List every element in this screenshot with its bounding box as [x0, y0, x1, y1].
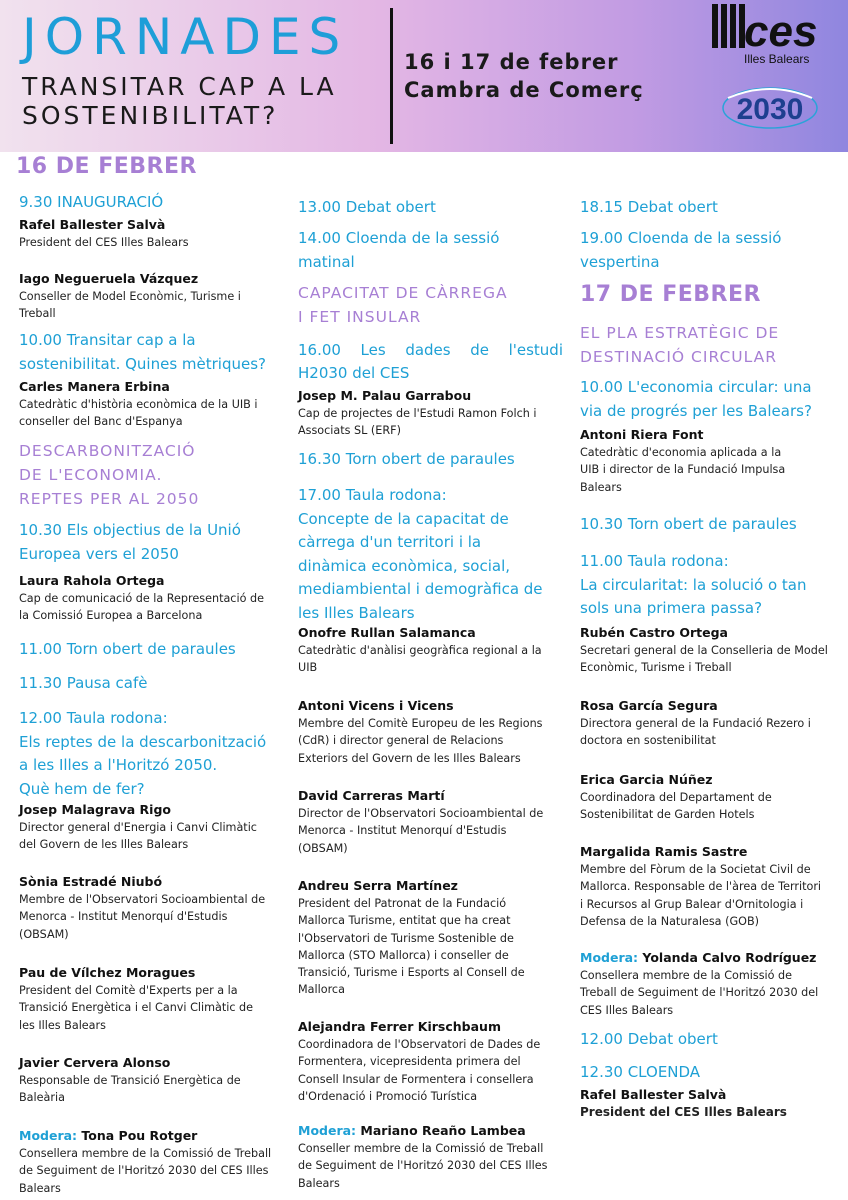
moderator-label: Modera: — [19, 1128, 78, 1143]
role-line: les Illes Balears — [19, 1018, 106, 1032]
logo-subtext: Illes Balears — [744, 52, 810, 66]
day-heading: 16 DE FEBRER — [16, 154, 197, 179]
speaker-role — [298, 642, 563, 677]
role-line: Balears — [298, 1176, 340, 1190]
subtitle-line: SOSTENIBILITAT? — [22, 101, 279, 130]
speaker — [580, 624, 840, 677]
speaker-name: Sònia Estradé Niubó — [19, 874, 163, 889]
moderator — [298, 1122, 563, 1192]
role-line: Consell Insular de Formentera i consellera — [298, 1072, 534, 1086]
moderator — [19, 1127, 285, 1197]
role-line: del Govern de les Illes Balears — [19, 838, 189, 852]
role-line: Cap de comunicació de la Representació de — [19, 592, 264, 605]
agenda-line: sols una primera passa? — [580, 599, 763, 617]
speaker-name: Carles Manera Erbina — [19, 379, 170, 394]
role-line: Conseller membre de la Comissió de Treball — [298, 1142, 544, 1155]
role-line: President del Patronat de la Fundació — [298, 897, 507, 910]
agenda-line: via de progrés per les Balears? — [580, 401, 812, 420]
moderator-role — [580, 967, 840, 1019]
speaker-name: Erica Garcia Núñez — [580, 772, 713, 787]
horitzo-2030-logo-icon — [720, 84, 820, 132]
role-line: de Seguiment de l'Horitzó 2030 del CES Illes — [298, 1159, 548, 1173]
role-line: Catedràtic d'història econòmica de la UIB i — [19, 398, 258, 411]
event-dates — [404, 48, 644, 104]
role-line: Transició, Turisme i Esports al Consell de — [298, 966, 525, 980]
speaker-role — [580, 642, 840, 677]
agenda-item — [298, 227, 563, 274]
speaker-name: Pau de Vílchez Moragues — [19, 965, 196, 980]
role-line: Secretari general de la Conselleria de Model — [580, 644, 828, 657]
speaker — [19, 1054, 285, 1107]
speaker — [19, 801, 285, 854]
role-line: Catedràtic d'anàlisi geogràfica regional a la — [298, 644, 542, 657]
dates-line: 16 i 17 de febrer — [404, 50, 619, 74]
speaker-role — [19, 982, 285, 1034]
subtitle-line: TRANSITAR CAP A LA — [22, 72, 337, 101]
role-line: Membre de l'Observatori Socioambiental de — [19, 893, 266, 906]
speaker-name: Antoni Riera Font — [580, 427, 704, 442]
role-line: Associats SL (ERF) — [298, 424, 401, 438]
agenda-item — [580, 376, 840, 423]
role-line: Formentera, vicepresidenta primera del — [298, 1055, 521, 1069]
role-line: l'Observatori de Turisme Sostenible de — [298, 931, 514, 945]
speaker-name: Iago Negueruela Vázquez — [19, 271, 199, 286]
section-line: I FET INSULAR — [298, 308, 422, 326]
role-line: (CdR) i director general de Relacions — [298, 734, 504, 748]
agenda-line: 12.00 Taula rodona: — [19, 709, 168, 727]
event-title: JORNADES — [22, 8, 349, 66]
role-line: Catedràtic d'economia aplicada a la — [580, 446, 782, 459]
role-line: Transició Energètica i el Canvi Climàtic de — [19, 1001, 254, 1015]
speaker — [19, 216, 285, 251]
moderator-line — [298, 1122, 563, 1140]
agenda-line: Concepte de la capacitat de — [298, 509, 509, 528]
speaker-role — [19, 891, 285, 943]
speaker-role — [298, 805, 563, 857]
speaker-role — [580, 789, 840, 824]
agenda-time: 18.15 Debat obert — [580, 198, 718, 216]
role-line: Menorca - Institut Menorquí d'Estudis — [298, 824, 507, 838]
role-line: Mallorca — [298, 983, 345, 997]
speaker-name: Javier Cervera Alonso — [19, 1055, 171, 1070]
day-heading: 17 DE FEBRER — [580, 282, 761, 307]
agenda-item — [19, 329, 285, 376]
ces-illes-balears-logo-icon — [710, 2, 830, 68]
speaker — [298, 697, 563, 767]
logo-year-text: 2030 — [736, 93, 804, 126]
role-line: i Recursos al Grup Balear d'Ornitologia i — [580, 897, 804, 911]
agenda-time: 9.30 INAUGURACIÓ — [19, 193, 164, 211]
role-line: Responsable de Transició Energètica de — [19, 1074, 241, 1087]
venue-line: Cambra de Comerç — [404, 78, 644, 102]
role-line: Treball — [19, 307, 56, 321]
section-line: CAPACITAT DE CÀRREGA — [298, 284, 508, 302]
speaker-role — [19, 819, 285, 854]
role-line: Director general d'Energia i Canvi Climàtic — [19, 821, 257, 834]
role-line: Sostenibilitat de Garden Hotels — [580, 808, 755, 822]
agenda-line: a les Illes a l'Horitzó 2050. — [19, 756, 218, 774]
role-line: Directora general de la Fundació Rezero i — [580, 717, 811, 730]
speaker — [580, 1086, 840, 1121]
agenda-line: La circularitat: la solució o tan — [580, 575, 807, 594]
agenda-item — [298, 339, 563, 363]
speaker-name: Rafel Ballester Salvà — [580, 1087, 727, 1102]
speaker — [19, 270, 285, 323]
role-line: Treball de Seguiment de l'Horitzó 2030 del — [580, 986, 819, 1000]
moderator-line — [19, 1127, 285, 1145]
role-line: Conseller de Model Econòmic, Turisme i — [19, 290, 241, 303]
speaker — [580, 426, 840, 496]
role-line: Membre del Comitè Europeu de les Regions — [298, 717, 543, 730]
speaker-name: Rafel Ballester Salvà — [19, 217, 166, 232]
speaker-role — [580, 861, 840, 930]
role-line: Econòmic, Turisme i Treball — [580, 661, 732, 675]
agenda-line: 11.00 Taula rodona: — [580, 552, 729, 570]
moderator-name: Mariano Reaño Lambea — [360, 1123, 526, 1138]
speaker-name: Antoni Vicens i Vicens — [298, 698, 454, 713]
section-line: DESTINACIÓ CIRCULAR — [580, 348, 777, 366]
speaker-name: Josep Malagrava Rigo — [19, 802, 171, 817]
role-line: Mallorca Turisme, entitat que ha creat — [298, 914, 511, 928]
speaker-name: Josep M. Palau Garrabou — [298, 388, 472, 403]
role-line: CES Illes Balears — [580, 1003, 674, 1017]
speaker — [298, 877, 563, 999]
moderator-name: Yolanda Calvo Rodríguez — [642, 950, 817, 965]
speaker — [298, 624, 563, 677]
section-heading — [298, 281, 563, 329]
agenda-line: Els reptes de la descarbonització — [19, 732, 267, 751]
speaker-role — [298, 895, 563, 999]
speaker-role — [19, 590, 285, 625]
role-line: Exteriors del Govern de les Illes Balears — [298, 751, 521, 765]
speaker-name: David Carreras Martí — [298, 788, 445, 803]
speaker-role — [298, 715, 563, 767]
agenda-line: matinal — [298, 252, 355, 271]
speaker — [298, 787, 563, 857]
speaker-name: Rubén Castro Ortega — [580, 625, 728, 640]
agenda-item — [19, 707, 285, 801]
speaker-role — [19, 396, 285, 431]
section-line: DESCARBONITZACIÓ — [19, 442, 196, 460]
agenda-time: 11.00 Torn obert de paraules — [19, 640, 236, 658]
agenda-item — [580, 550, 840, 621]
role-line: Balears — [580, 480, 622, 494]
speaker-role — [19, 288, 285, 323]
speaker-name: Andreu Serra Martínez — [298, 878, 458, 893]
role-line: President del Comitè d'Experts per a la — [19, 984, 238, 997]
role-line: Consellera membre de la Comissió de Treball — [19, 1147, 272, 1160]
role-line: (OBSAM) — [19, 927, 69, 941]
agenda-line: les Illes Balears — [298, 603, 415, 622]
role-line: Balears — [19, 1181, 61, 1195]
role-line: UIB i director de la Fundació Impulsa — [580, 463, 786, 477]
role-line: conseller del Banc d'Espanya — [19, 415, 183, 429]
role-line: de Seguiment de l'Horitzó 2030 del CES Illes — [19, 1164, 269, 1178]
agenda-line: càrrega d'un territori i la — [298, 533, 482, 551]
agenda-line: 14.00 Cloenda de la sessió — [298, 229, 500, 247]
section-heading — [580, 321, 840, 369]
speaker-role: President del CES Illes Balears — [19, 236, 189, 249]
role-line: (OBSAM) — [298, 841, 348, 855]
header-divider — [390, 8, 393, 144]
speaker — [580, 697, 840, 750]
agenda-line: 17.00 Taula rodona: — [298, 486, 447, 504]
agenda-line: 10.30 Els objectius de la Unió — [19, 521, 241, 539]
role-line: Coordinadora del Departament de — [580, 791, 772, 804]
section-line: REPTES PER AL 2050 — [19, 490, 200, 508]
agenda-time: 16.30 Torn obert de paraules — [298, 450, 515, 468]
role-line — [19, 288, 285, 305]
speaker-role: President del CES Illes Balears — [580, 1105, 787, 1119]
role-line: la Comissió Europea a Barcelona — [19, 609, 203, 623]
speaker — [298, 387, 563, 440]
role-line: Mallorca. Responsable de l'àrea de Territori — [580, 880, 822, 894]
moderator-role — [298, 1140, 563, 1192]
role-line: doctora en sostenibilitat — [580, 734, 716, 748]
agenda-item — [298, 484, 563, 625]
agenda-line: H2030 del CES — [298, 364, 410, 382]
section-line: DE L'ECONOMIA. — [19, 466, 163, 484]
agenda-line: 10.00 Transitar cap a la — [19, 331, 196, 349]
agenda-time: 11.30 Pausa cafè — [19, 674, 148, 692]
role-line: Defensa de la Naturalesa (GOB) — [580, 914, 759, 928]
speaker-name: Margalida Ramis Sastre — [580, 844, 748, 859]
speaker-role — [19, 1072, 285, 1107]
agenda-line: Què hem de fer? — [19, 779, 145, 798]
speaker-name: Onofre Rullan Salamanca — [298, 625, 476, 640]
role-line: UIB — [298, 661, 318, 675]
section-line: EL PLA ESTRATÈGIC DE — [580, 324, 780, 342]
agenda-line: dinàmica econòmica, social, — [298, 556, 510, 575]
speaker-name: Rosa García Segura — [580, 698, 718, 713]
moderator — [580, 949, 840, 1019]
role-line: Coordinadora de l'Observatori de Dades de — [298, 1038, 541, 1051]
role-line: Mallorca (STO Mallorca) i conseller de — [298, 948, 509, 962]
speaker-name: Laura Rahola Ortega — [19, 573, 165, 588]
speaker-role — [580, 715, 840, 750]
agenda-item — [19, 519, 285, 566]
speaker-role — [580, 444, 840, 496]
speaker-name: Alejandra Ferrer Kirschbaum — [298, 1019, 501, 1034]
agenda-line: Europea vers el 2050 — [19, 544, 179, 563]
event-subtitle — [22, 72, 337, 130]
agenda-time: 12.30 CLOENDA — [580, 1063, 701, 1081]
speaker — [19, 572, 285, 625]
speaker-role — [298, 1036, 563, 1105]
agenda-time: 10.30 Torn obert de paraules — [580, 515, 797, 533]
speaker-role — [298, 405, 563, 440]
moderator-label: Modera: — [298, 1123, 357, 1138]
role-line: Director de l'Observatori Socioambiental de — [298, 807, 544, 820]
speaker — [19, 378, 285, 431]
section-heading — [19, 439, 285, 511]
moderator-role — [19, 1145, 285, 1197]
role-line: Baleària — [19, 1091, 65, 1105]
moderator-line — [580, 949, 840, 967]
agenda-line: sostenibilitat. Quines mètriques? — [19, 354, 266, 373]
agenda-line: 16.00 Les dades de l'estudi — [298, 341, 563, 359]
agenda-item — [580, 227, 840, 274]
agenda-line: mediambiental i demogràfica de — [298, 580, 543, 598]
role-line: d'Ordenació i Promoció Turística — [298, 1089, 478, 1103]
speaker — [19, 873, 285, 943]
speaker — [19, 964, 285, 1034]
moderator-label: Modera: — [580, 950, 639, 965]
role-line: Consellera membre de la Comissió de — [580, 969, 793, 982]
agenda-time: 12.00 Debat obert — [580, 1030, 718, 1048]
agenda-line: 10.00 L'economia circular: una — [580, 378, 812, 396]
speaker — [580, 843, 840, 930]
logo-ces-text: ces — [744, 7, 818, 56]
header-banner — [0, 0, 848, 152]
speaker — [298, 1018, 563, 1105]
moderator-name: Tona Pou Rotger — [81, 1128, 198, 1143]
role-line: Menorca - Institut Menorquí d'Estudis — [19, 910, 228, 924]
role-line: Membre del Fòrum de la Societat Civil de — [580, 863, 811, 876]
speaker — [580, 771, 840, 824]
agenda-time: 13.00 Debat obert — [298, 198, 436, 216]
agenda-line: 19.00 Cloenda de la sessió — [580, 229, 782, 247]
agenda-line: vespertina — [580, 252, 660, 271]
ces-logo — [700, 0, 840, 150]
role-line: Cap de projectes de l'Estudi Ramon Folch i — [298, 407, 537, 420]
